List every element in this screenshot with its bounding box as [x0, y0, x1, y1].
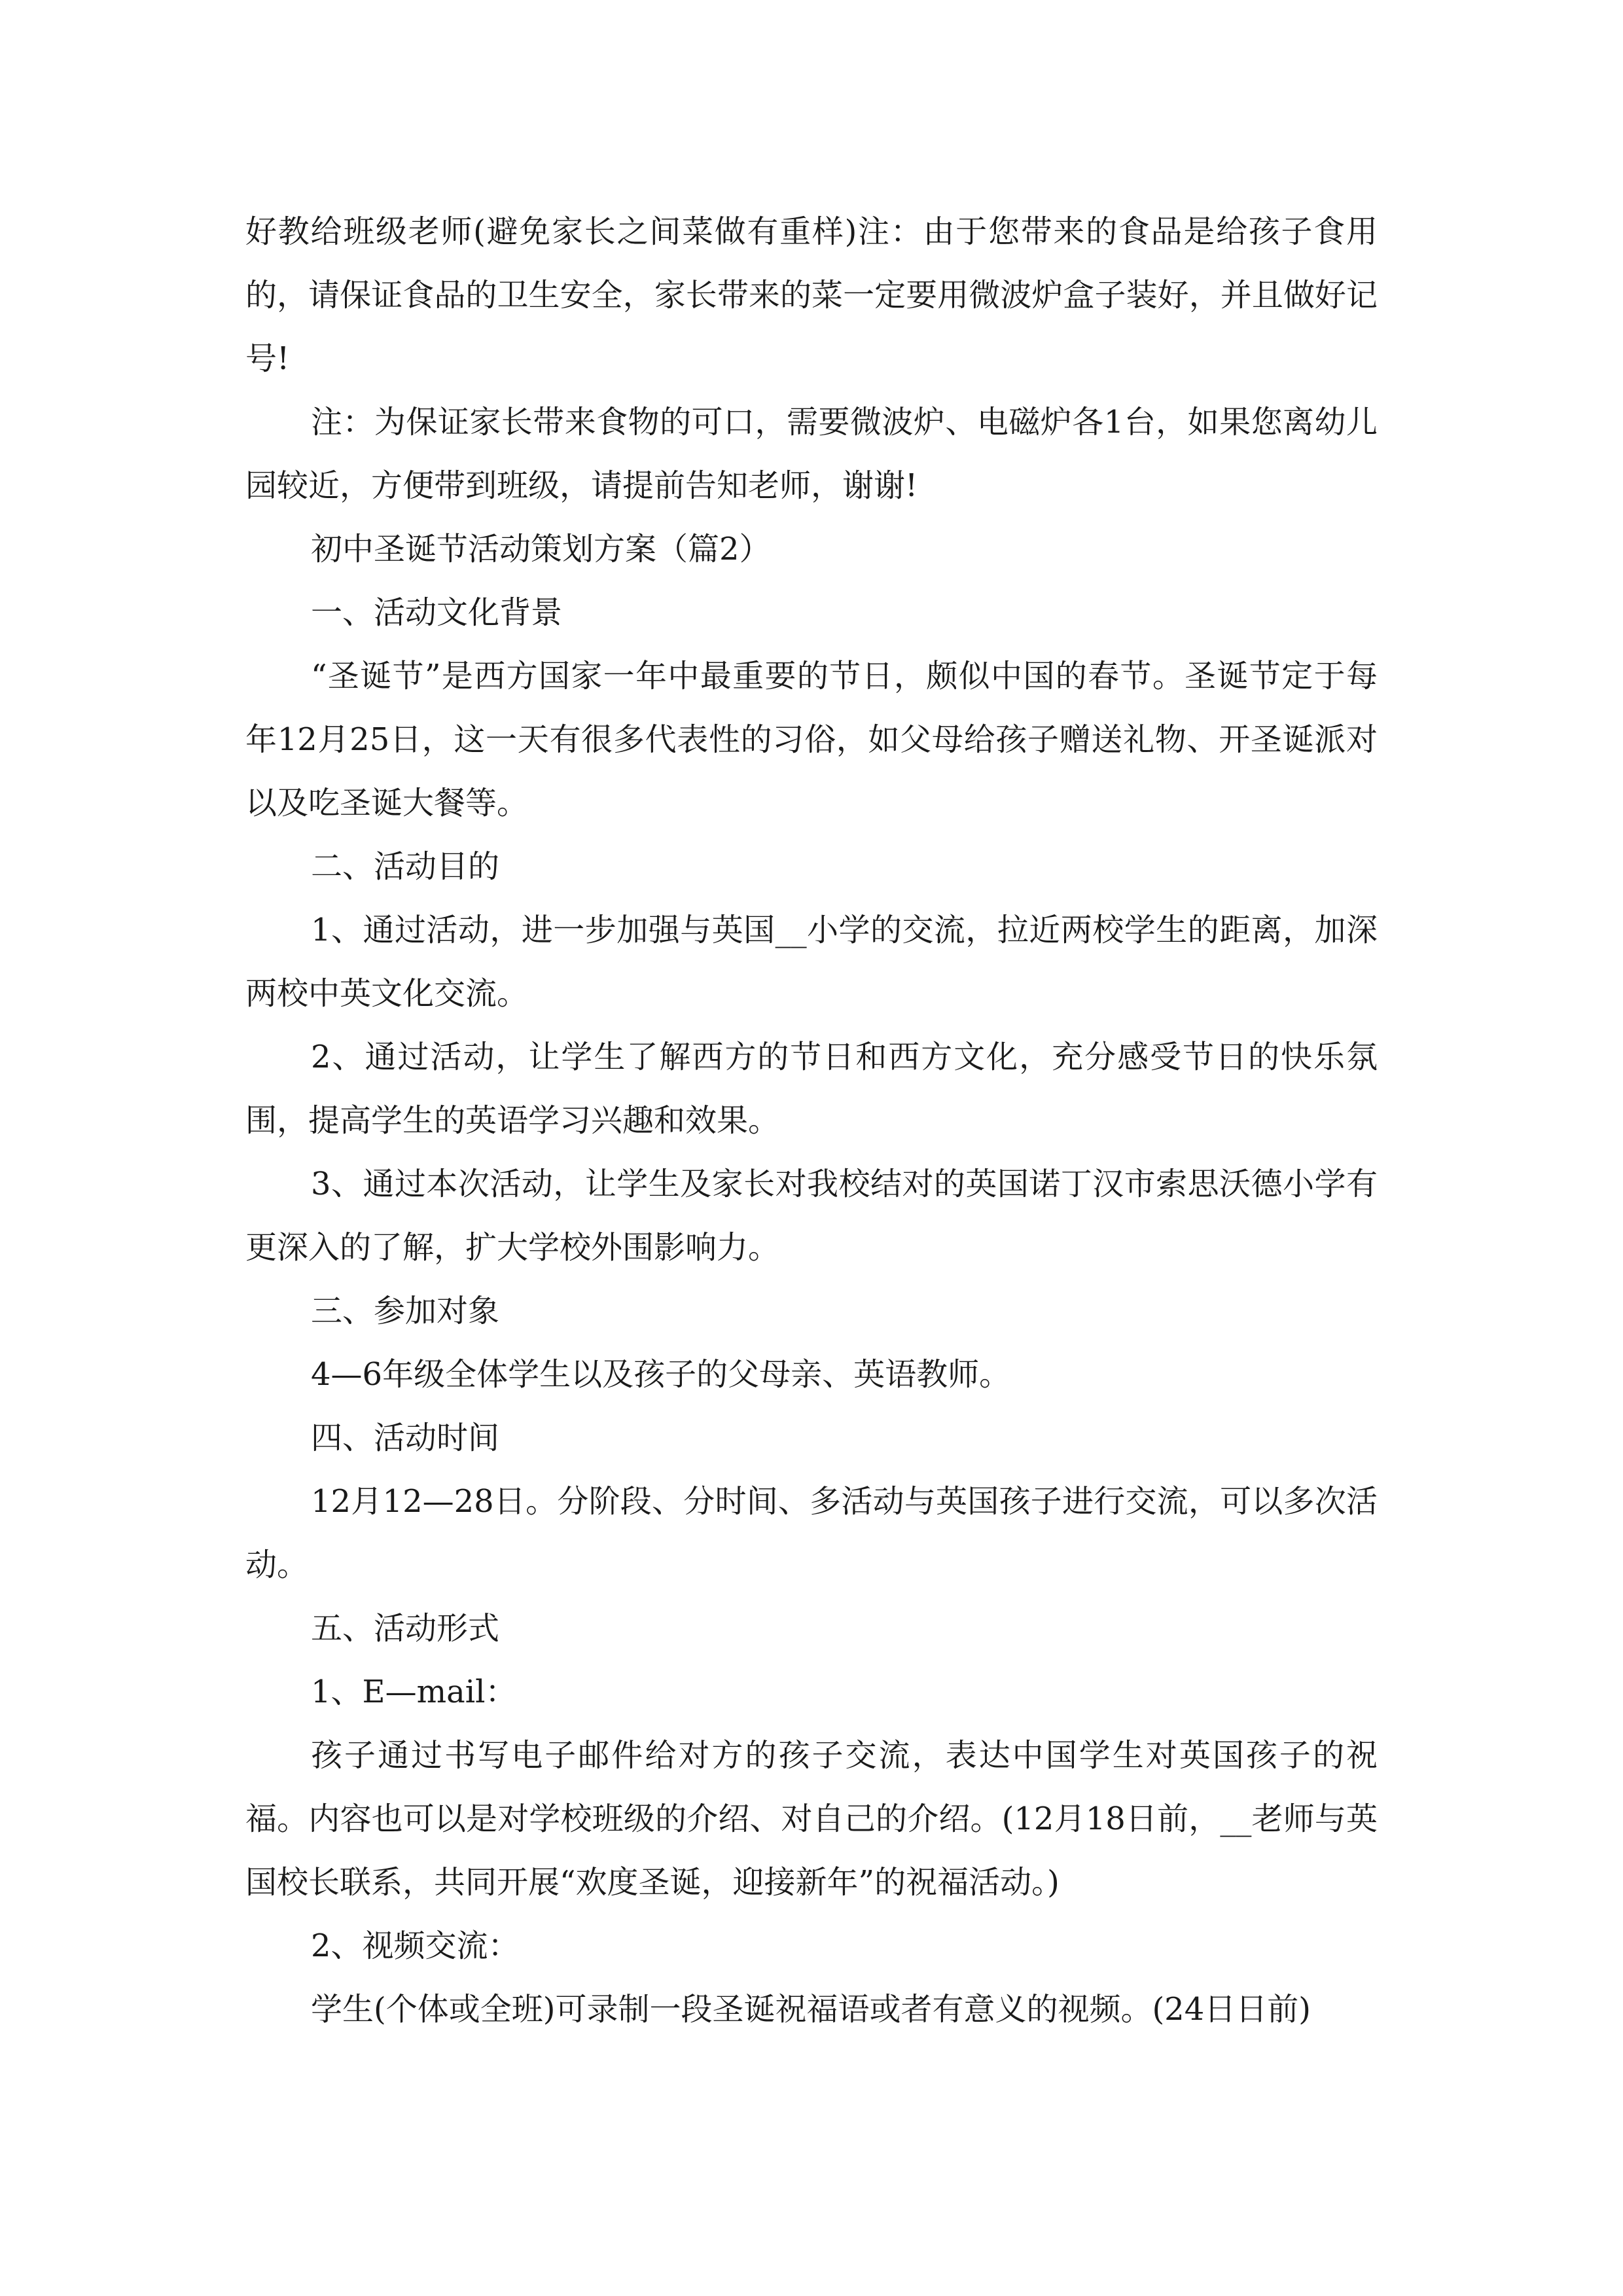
- form-item-email-body: 孩子通过书写电子邮件给对方的孩子交流，表达中国学生对英国孩子的祝福。内容也可以是对学校班级的介绍、对自己的介绍。(12月18日前，__老师与英国校长联系，共同开展“欢度圣诞，迎接新年”的祝福活动。): [245, 1737, 1378, 1901]
- heading-activity-time: 四、活动时间: [311, 1420, 500, 1456]
- purpose-item-2: 2、通过活动，让学生了解西方的节日和西方文化，充分感受节日的快乐氛围，提高学生的英语学习兴趣和效果。: [245, 1039, 1378, 1139]
- paragraph-notice-microwave: 注：为保证家长带来食物的可口，需要微波炉、电磁炉各1台，如果您离幼儿园较近，方便带到班级，请提前告知老师，谢谢!: [245, 404, 1378, 504]
- form-item-email-heading: 1、E—mail：: [311, 1674, 517, 1710]
- purpose-item-3: 3、通过本次活动，让学生及家长对我校结对的英国诺丁汉市索思沃德小学有更深入的了解，扩大学校外围影响力。: [245, 1166, 1378, 1266]
- paragraph-activity-time: 12月12—28日。分阶段、分时间、多活动与英国孩子进行交流，可以多次活动。: [245, 1483, 1378, 1583]
- heading-activity-form: 五、活动形式: [311, 1610, 500, 1647]
- heading-activity-purpose: 二、活动目的: [311, 848, 500, 885]
- heading-participants: 三、参加对象: [311, 1293, 500, 1329]
- paragraph-notice-dishes: 好教给班级老师(避免家长之间菜做有重样)注：由于您带来的食品是给孩子食用的，请保证食品的卫生安全，家长带来的菜一定要用微波炉盒子装好，并且做好记号!: [245, 213, 1378, 377]
- document-body: [245, 200, 1378, 2041]
- purpose-item-1: 1、通过活动，进一步加强与英国__小学的交流，拉近两校学生的距离，加深两校中英文化交流。: [245, 912, 1378, 1012]
- heading-cultural-background: 一、活动文化背景: [311, 594, 563, 631]
- form-item-video-heading: 2、视频交流：: [311, 1928, 520, 1964]
- form-item-video-body: 学生(个体或全班)可录制一段圣诞祝福语或者有意义的视频。(24日日前): [311, 1991, 1311, 2028]
- section-title-plan-2: 初中圣诞节活动策划方案（篇2）: [311, 531, 771, 567]
- paragraph-christmas-intro: “圣诞节”是西方国家一年中最重要的节日，颇似中国的春节。圣诞节定于每年12月25日，这一天有很多代表性的习俗，如父母给孩子赠送礼物、开圣诞派对以及吃圣诞大餐等。: [245, 658, 1378, 821]
- paragraph-participants: 4—6年级全体学生以及孩子的父母亲、英语教师。: [311, 1356, 1011, 1393]
